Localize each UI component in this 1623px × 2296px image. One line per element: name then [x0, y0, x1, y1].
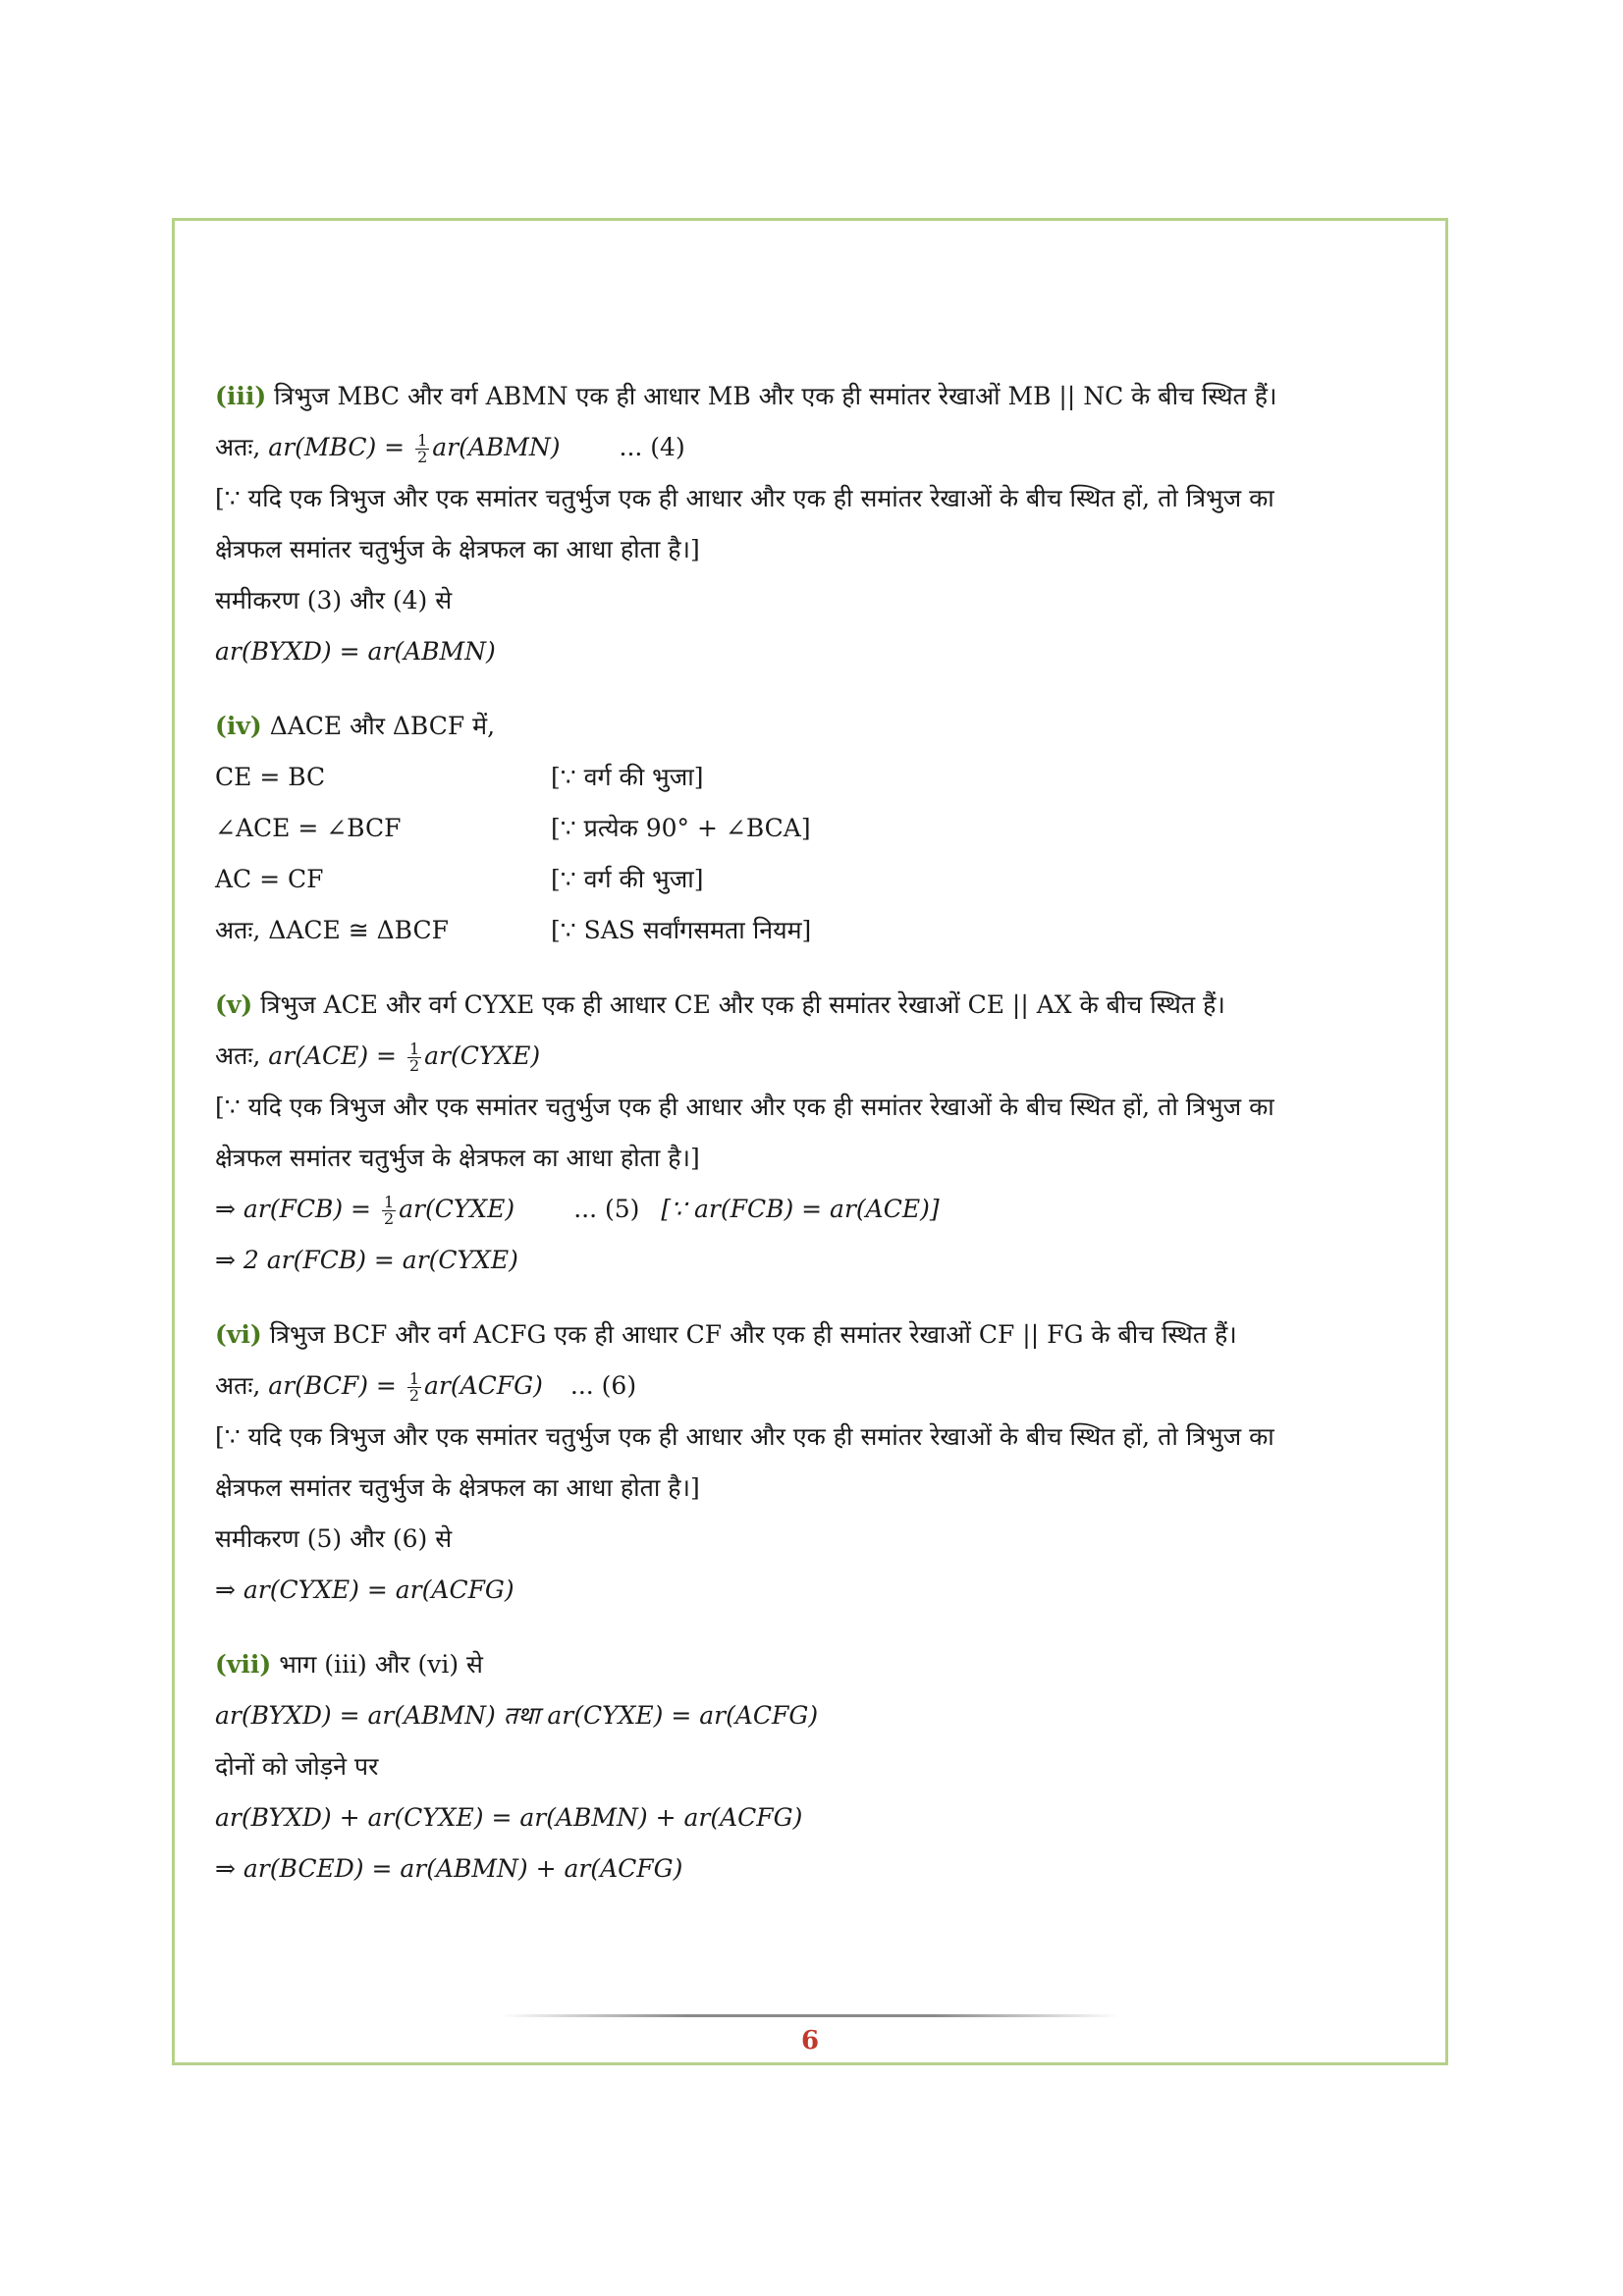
fraction-denominator: 2 — [383, 1209, 395, 1228]
s5-eq5-lhs: ⇒ ar(FCB) = — [215, 1195, 379, 1223]
s5-line6: ⇒ 2 ar(FCB) = ar(CYXE) — [215, 1246, 518, 1274]
s4-tag: (iv) — [215, 712, 262, 740]
s5-eq5-number: ... (5) — [573, 1195, 640, 1223]
s6-line6: ⇒ ar(CYXE) = ar(ACFG) — [215, 1575, 514, 1604]
s6-eq-rhs: ar(ACFG) — [424, 1371, 543, 1400]
s4-row-left: अतः, ΔACE ≅ ΔBCF — [215, 916, 449, 944]
s3-equation — [215, 422, 1393, 473]
fraction-denominator: 2 — [417, 448, 428, 466]
fraction-numerator: 1 — [417, 431, 428, 450]
s6-eq-lhs: ar(BCF) = — [268, 1371, 405, 1400]
s4-row — [215, 752, 1393, 803]
s4-row — [215, 854, 1393, 905]
s5-eq5-rhs: ar(CYXE) — [399, 1195, 515, 1223]
s3-tag: (iii) — [215, 382, 267, 410]
s5-equation-5 — [215, 1184, 1393, 1235]
s6-heading — [215, 1309, 1393, 1361]
s5-eq-rhs: ar(CYXE) — [424, 1041, 541, 1070]
s5-equation — [215, 1031, 1393, 1082]
s7-line5: ⇒ ar(BCED) = ar(ABMN) + ar(ACFG) — [215, 1854, 683, 1883]
s7-line3: दोनों को जोड़ने पर — [215, 1752, 379, 1781]
s3-line6: ar(BYXD) = ar(ABMN) — [215, 637, 496, 666]
s5-reason-line2: क्षेत्रफल समांतर चतुर्भुज के क्षेत्रफल का आधा होता है।] — [215, 1144, 700, 1172]
s4-row — [215, 803, 1393, 854]
s3-reason-line2: क्षेत्रफल समांतर चतुर्भुज के क्षेत्रफल का आधा होता है।] — [215, 535, 700, 563]
s5-eq-prefix: अतः, — [215, 1041, 269, 1070]
s4-row-left: CE = BC — [215, 763, 326, 791]
footer-divider — [501, 2014, 1119, 2017]
s3-reason-line1: [∵ यदि एक त्रिभुज और एक समांतर चतुर्भुज एक ही आधार और एक ही समांतर रेखाओं के बीच स्थित हों, तो त्रिभुज का — [215, 484, 1274, 512]
s3-eq-prefix: अतः, — [215, 433, 269, 461]
s4-row-right: [∵ वर्ग की भुजा] — [551, 763, 704, 791]
s4-row-right: [∵ प्रत्येक 90° + ∠BCA] — [551, 814, 811, 842]
s4-row — [215, 905, 1393, 956]
s4-heading — [215, 701, 1393, 752]
s3-eq-fraction — [415, 433, 429, 465]
s4-row-right: [∵ वर्ग की भुजा] — [551, 865, 704, 893]
s6-line5: समीकरण (5) और (6) से — [215, 1524, 453, 1553]
page-content — [215, 371, 1393, 1895]
s3-eq-number: ... (4) — [619, 433, 685, 461]
s5-eq-lhs: ar(ACE) = — [268, 1041, 405, 1070]
s4-text: ΔACE और ΔBCF में, — [269, 712, 496, 740]
fraction-numerator: 1 — [408, 1369, 419, 1388]
s6-tag: (vi) — [215, 1320, 262, 1349]
s7-line4: ar(BYXD) + ar(CYXE) = ar(ABMN) + ar(ACFG) — [215, 1803, 803, 1832]
s3-eq-rhs: ar(ABMN) — [432, 433, 561, 461]
s6-reason-line1: [∵ यदि एक त्रिभुज और एक समांतर चतुर्भुज एक ही आधार और एक ही समांतर रेखाओं के बीच स्थित हों, तो त्रिभुज का — [215, 1422, 1274, 1451]
s7-line2: ar(BYXD) = ar(ABMN) तथा ar(CYXE) = ar(ACFG) — [215, 1701, 819, 1730]
s3-eq-lhs: ar(MBC) = — [268, 433, 413, 461]
s6-equation — [215, 1361, 1393, 1412]
s6-eq-fraction — [407, 1371, 421, 1404]
s4-row-left: ∠ACE = ∠BCF — [215, 814, 402, 842]
s5-eq5-fraction — [382, 1195, 396, 1227]
s7-tag: (vii) — [215, 1650, 272, 1679]
s7-heading — [215, 1639, 1393, 1690]
fraction-denominator: 2 — [408, 1386, 419, 1405]
page-number: 6 — [800, 2026, 820, 2056]
s6-text: त्रिभुज BCF और वर्ग ACFG एक ही आधार CF और एक ही समांतर रेखाओं CF || FG के बीच स्थित हैं। — [269, 1320, 1237, 1349]
fraction-numerator: 1 — [408, 1040, 420, 1058]
s3-text: त्रिभुज MBC और वर्ग ABMN एक ही आधार MB और एक ही समांतर रेखाओं MB || NC के बीच स्थित हैं। — [274, 382, 1277, 410]
s4-row-right: [∵ SAS सर्वांगसमता नियम] — [551, 916, 812, 944]
s5-tag: (v) — [215, 990, 253, 1019]
s3-heading — [215, 371, 1393, 422]
s7-text: भाग (iii) और (vi) से — [279, 1650, 483, 1679]
s5-heading — [215, 980, 1393, 1031]
s6-eq-prefix: अतः, — [215, 1371, 269, 1400]
fraction-denominator: 2 — [408, 1056, 420, 1075]
s3-line5: समीकरण (3) और (4) से — [215, 586, 453, 614]
s5-eq-fraction — [407, 1041, 421, 1074]
s4-row-left: AC = CF — [215, 865, 324, 893]
s5-reason-line1: [∵ यदि एक त्रिभुज और एक समांतर चतुर्भुज एक ही आधार और एक ही समांतर रेखाओं के बीच स्थित हों, तो त्रिभुज का — [215, 1093, 1274, 1121]
fraction-numerator: 1 — [383, 1193, 395, 1211]
s5-text: त्रिभुज ACE और वर्ग CYXE एक ही आधार CE और एक ही समांतर रेखाओं CE || AX के बीच स्थित हैं। — [260, 990, 1225, 1019]
s5-eq5-reason: [∵ ar(FCB) = ar(ACE)] — [661, 1195, 940, 1223]
s6-reason-line2: क्षेत्रफल समांतर चतुर्भुज के क्षेत्रफल का आधा होता है।] — [215, 1473, 700, 1502]
s6-eq-number: ... (6) — [569, 1371, 637, 1400]
